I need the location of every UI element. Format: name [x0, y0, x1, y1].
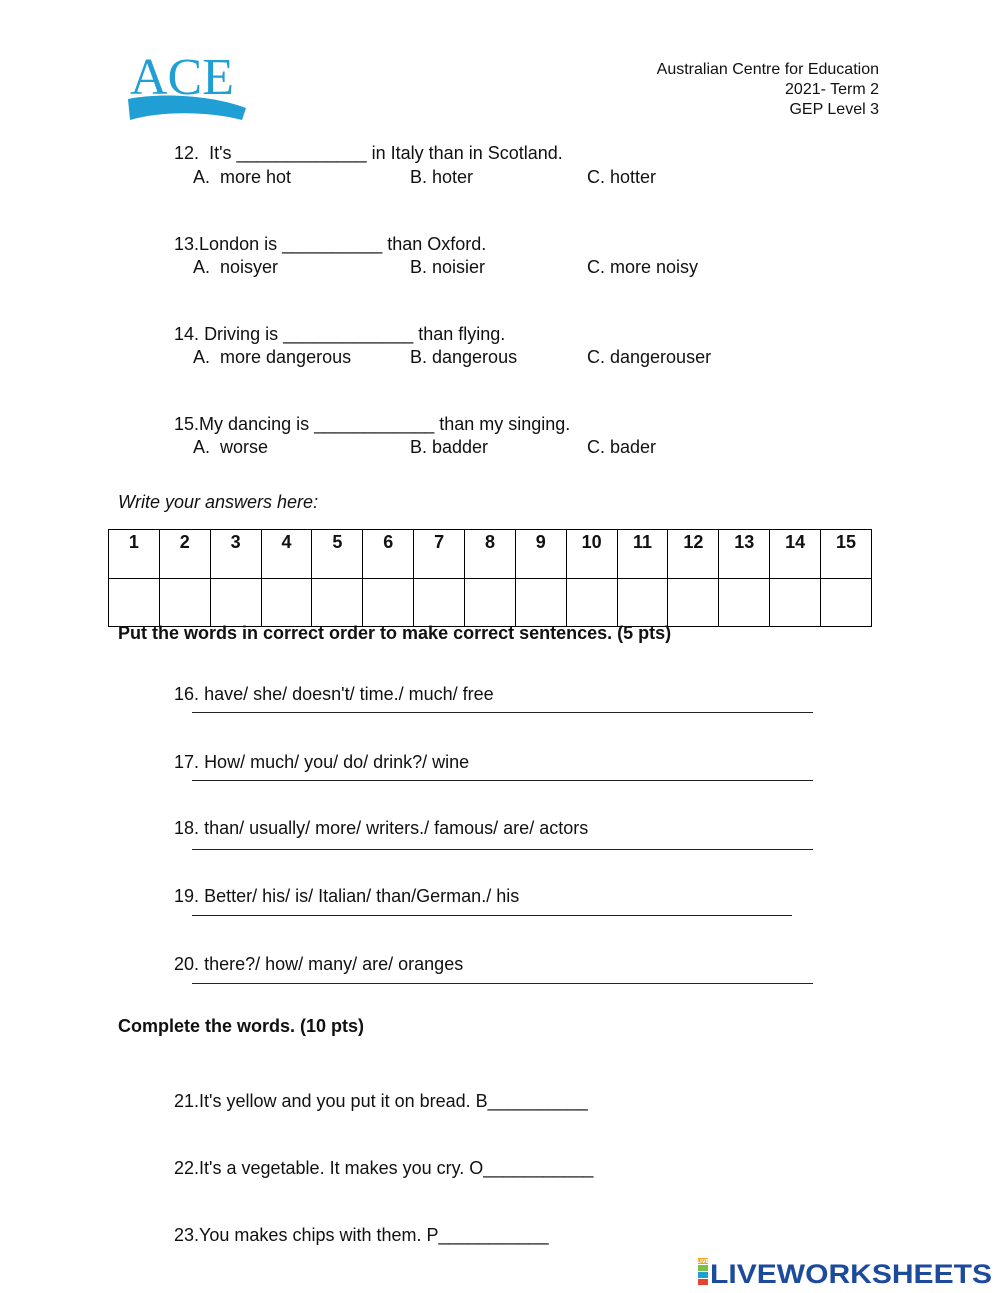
question-14: [164, 301, 505, 345]
question-text: It's a vegetable. It makes you cry. O___________: [199, 1158, 594, 1178]
answer-header: 13: [719, 530, 770, 579]
question-number: 16.: [174, 684, 200, 704]
answer-header: 2: [159, 530, 210, 579]
question-22[interactable]: [164, 1135, 593, 1179]
question-23[interactable]: [164, 1202, 549, 1246]
question-19: [164, 863, 519, 907]
question-stem: It's _____________ in Italy than in Scotland.: [209, 143, 563, 163]
option-b: B. badder: [410, 437, 489, 457]
option-a: A. noisyer: [193, 257, 279, 277]
option-c: C. hotter: [587, 167, 657, 187]
question-number: 21.: [174, 1091, 200, 1111]
question-number: 23.: [174, 1225, 200, 1245]
option-c: C. bader: [587, 437, 657, 457]
question-text: there?/ how/ many/ are/ oranges: [204, 954, 464, 974]
question-stem: My dancing is ____________ than my singing.: [199, 414, 571, 434]
question-number: 22.: [174, 1158, 200, 1178]
answer-cell-3[interactable]: [210, 579, 261, 627]
answer-cell-5[interactable]: [312, 579, 363, 627]
question-number: 12.: [174, 143, 200, 163]
answer-cell-8[interactable]: [465, 579, 516, 627]
option-a: A. more hot: [193, 167, 292, 187]
question-number: 20.: [174, 954, 200, 974]
header-level: GEP Level 3: [789, 101, 879, 118]
question-13: [164, 211, 486, 255]
question-text: It's yellow and you put it on bread. B__________: [199, 1091, 588, 1111]
answer-cell-7[interactable]: [414, 579, 465, 627]
answer-line-19[interactable]: [192, 915, 792, 916]
complete-words-title: Complete the words. (10 pts): [118, 1016, 365, 1036]
question-18: [164, 795, 588, 839]
header-term: 2021- Term 2: [785, 81, 879, 98]
answer-table: [108, 529, 872, 627]
answer-cell-15[interactable]: [821, 579, 872, 627]
page-header: [657, 60, 879, 120]
question-17: [164, 729, 469, 773]
question-number: 19.: [174, 886, 200, 906]
answer-header: 10: [566, 530, 617, 579]
answer-header: 1: [109, 530, 160, 579]
answer-header: 6: [363, 530, 414, 579]
liveworksheets-brand: LIVEWORKSHEETS: [710, 1259, 992, 1288]
option-a: A. worse: [193, 437, 269, 457]
answer-header: 11: [617, 530, 668, 579]
question-number: 17.: [174, 752, 200, 772]
option-a: A. more dangerous: [193, 347, 352, 367]
option-b: B. dangerous: [410, 347, 518, 367]
answer-cell-13[interactable]: [719, 579, 770, 627]
badge-letters: LIVE: [696, 1259, 710, 1265]
question-text: You makes chips with them. P___________: [199, 1225, 549, 1245]
question-number: 14.: [174, 324, 200, 344]
answer-cell-1[interactable]: [109, 579, 160, 627]
answer-header: 4: [261, 530, 312, 579]
question-number: 15.: [174, 414, 200, 434]
answer-header: 15: [821, 530, 872, 579]
question-16: [164, 661, 494, 705]
answer-header-row: [109, 530, 872, 579]
question-21[interactable]: [164, 1068, 588, 1112]
answer-cell-2[interactable]: [159, 579, 210, 627]
answer-header: 14: [770, 530, 821, 579]
header-school: Australian Centre for Education: [656, 61, 879, 78]
answer-cell-14[interactable]: [770, 579, 821, 627]
answer-cell-4[interactable]: [261, 579, 312, 627]
question-15: [164, 391, 570, 435]
question-text: than/ usually/ more/ writers./ famous/ are/ actors: [204, 818, 589, 838]
option-c: C. more noisy: [587, 257, 699, 277]
answer-instruction: Write your answers here:: [118, 492, 319, 512]
option-b: B. hoter: [410, 167, 474, 187]
answer-input-row: [109, 579, 872, 627]
ace-logo-text: ACE: [130, 52, 234, 106]
answer-line-16[interactable]: [192, 712, 813, 713]
answer-cell-9[interactable]: [515, 579, 566, 627]
question-12: [164, 120, 563, 164]
answer-header: 12: [668, 530, 719, 579]
answer-line-20[interactable]: [192, 983, 813, 984]
question-text: Better/ his/ is/ Italian/ than/German./ his: [204, 886, 520, 906]
question-text: How/ much/ you/ do/ drink?/ wine: [204, 752, 470, 772]
answer-cell-6[interactable]: [363, 579, 414, 627]
answer-line-18[interactable]: [192, 849, 813, 850]
question-20: [164, 931, 463, 975]
answer-header: 7: [414, 530, 465, 579]
answer-line-17[interactable]: [192, 780, 813, 781]
word-order-title: Put the words in correct order to make correct sentences. (5 pts): [118, 623, 672, 643]
question-stem: London is __________ than Oxford.: [199, 234, 487, 254]
option-c: C. dangerouser: [587, 347, 712, 367]
answer-cell-10[interactable]: [566, 579, 617, 627]
question-number: 18.: [174, 818, 200, 838]
answer-header: 9: [515, 530, 566, 579]
option-b: B. noisier: [410, 257, 486, 277]
answer-header: 8: [465, 530, 516, 579]
question-number: 13.: [174, 234, 200, 254]
question-text: have/ she/ doesn't/ time./ much/ free: [204, 684, 494, 704]
answer-header: 5: [312, 530, 363, 579]
answer-cell-11[interactable]: [617, 579, 668, 627]
liveworksheets-logo: [696, 1254, 994, 1288]
question-stem: Driving is _____________ than flying.: [204, 324, 506, 344]
answer-header: 3: [210, 530, 261, 579]
answer-cell-12[interactable]: [668, 579, 719, 627]
